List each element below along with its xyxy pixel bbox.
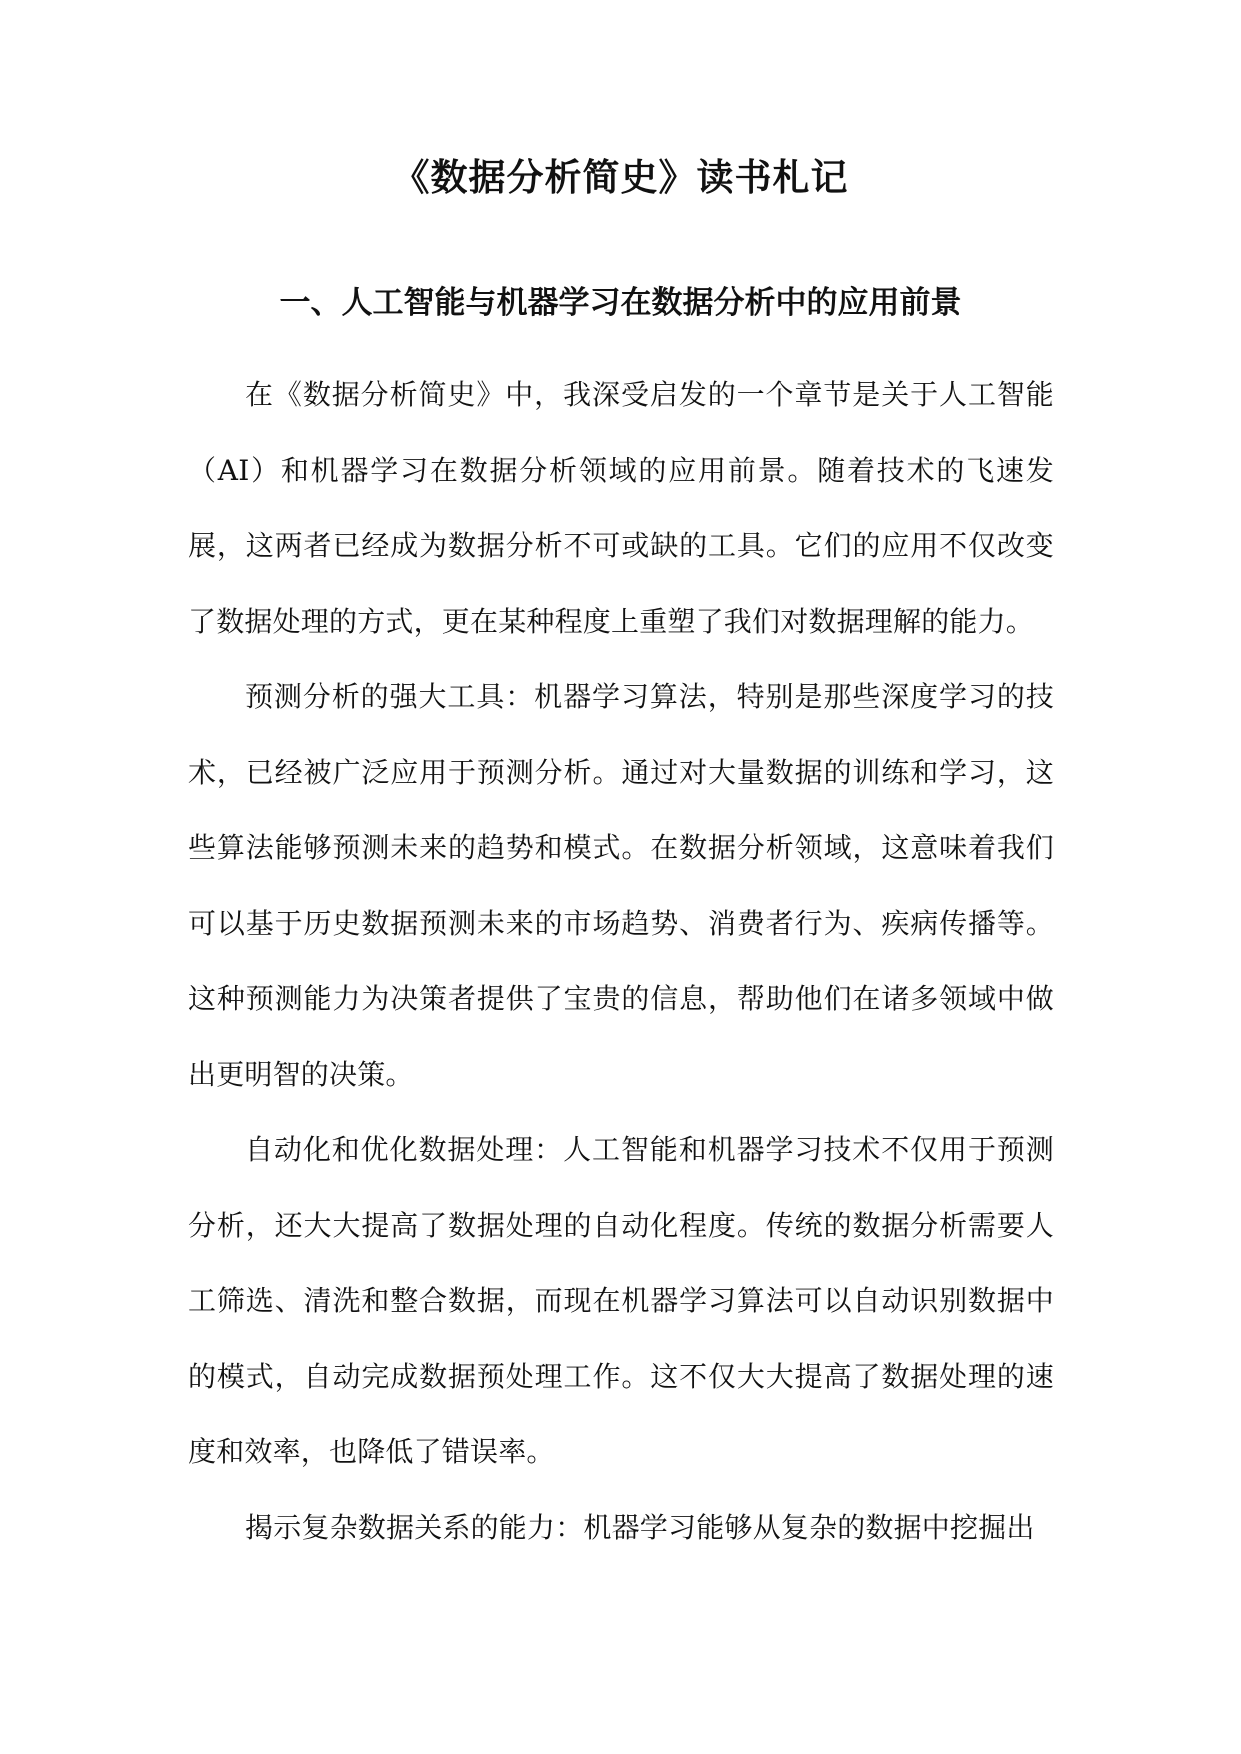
document-title: 《数据分析简史》读书札记 <box>392 156 849 199</box>
paragraph-predictive-analysis: 预测分析的强大工具：机器学习算法，特别是那些深度学习的技术，已经被广泛应用于预测分析。通过对大量数据的训练和学习，这些算法能够预测未来的趋势和模式。在数据分析领域，这意味着我们可以基于历史数据预测未来的市场趋势、消费者行为、疾病传播等。这种预测能力为决策者提供了宝贵的信息，帮助他们在诸多领域中做出更明智的决策。 <box>188 680 1054 1091</box>
paragraph-intro: 在《数据分析简史》中，我深受启发的一个章节是关于人工智能（AI）和机器学习在数据分析领域的应用前景。随着技术的飞速发展，这两者已经成为数据分析不可或缺的工具。它们的应用不仅改变了数据处理的方式，更在某种程度上重塑了我们对数据理解的能力。 <box>188 378 1054 638</box>
section-heading: 一、人工智能与机器学习在数据分析中的应用前景 <box>279 285 962 321</box>
paragraph-complex-relations: 揭示复杂数据关系的能力：机器学习能够从复杂的数据中挖掘出 <box>245 1510 1035 1544</box>
paragraph-automation: 自动化和优化数据处理：人工智能和机器学习技术不仅用于预测分析，还大大提高了数据处理的自动化程度。传统的数据分析需要人工筛选、清洗和整合数据，而现在机器学习算法可以自动识别数据中的模式，自动完成数据预处理工作。这不仅大大提高了数据处理的速度和效率，也降低了错误率。 <box>188 1133 1054 1468</box>
document-body <box>188 357 1054 1565</box>
